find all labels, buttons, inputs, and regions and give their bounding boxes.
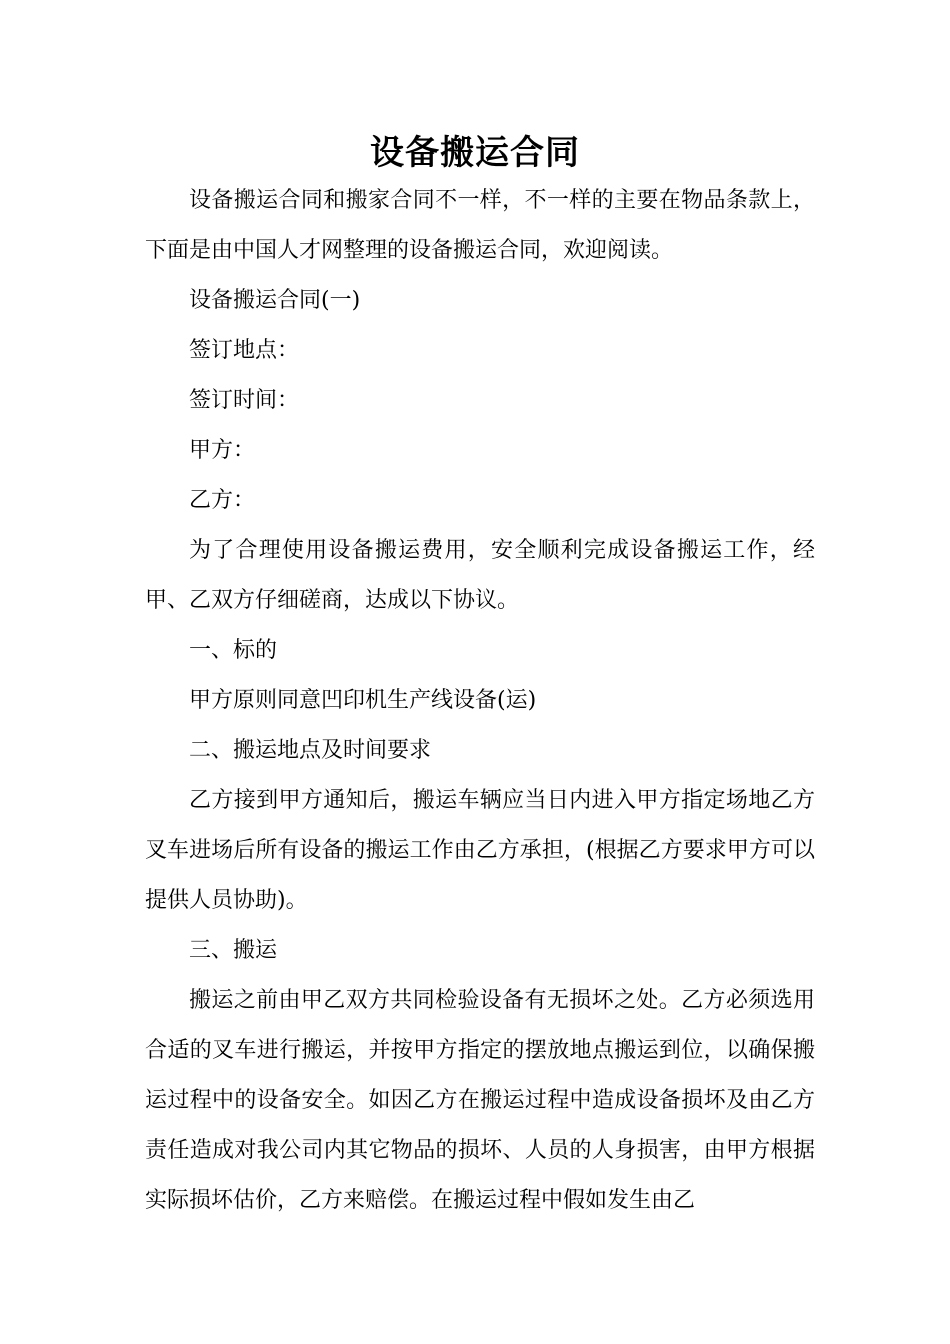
section-heading-subject: 一、标的 [189, 638, 278, 663]
paragraph-intro: 设备搬运合同和搬家合同不一样，不一样的主要在物品条款上，下面是由中国人才网整理的设备搬运合同，欢迎阅读。 [145, 188, 815, 263]
section-heading-moving: 三、搬运 [189, 938, 278, 963]
paragraph-party-a: 甲方： [189, 438, 256, 463]
document-body [145, 176, 815, 1226]
paragraph-sign-time: 签订时间： [189, 388, 300, 413]
document-title: 设备搬运合同 [370, 133, 580, 173]
paragraph-party-b: 乙方： [189, 488, 256, 513]
paragraph-location-time: 乙方接到甲方通知后，搬运车辆应当日内进入甲方指定场地乙方叉车进场后所有设备的搬运工作由乙方承担，(根据乙方要求甲方可以提供人员协助)。 [145, 788, 815, 913]
paragraph-sign-place: 签订地点： [189, 338, 300, 363]
paragraph-contract-heading: 设备搬运合同(一) [189, 288, 361, 313]
paragraph-subject: 甲方原则同意凹印机生产线设备(运) [189, 688, 537, 713]
paragraph-preamble: 为了合理使用设备搬运费用，安全顺利完成设备搬运工作，经甲、乙双方仔细磋商，达成以下协议。 [145, 538, 815, 613]
section-heading-location-time: 二、搬运地点及时间要求 [189, 738, 432, 763]
paragraph-moving: 搬运之前由甲乙双方共同检验设备有无损坏之处。乙方必须选用合适的叉车进行搬运，并按甲方指定的摆放地点搬运到位，以确保搬运过程中的设备安全。如因乙方在搬运过程中造成设备损坏及由乙方责任造成对我公司内其它物品的损坏、人员的人身损害，由甲方根据实际损坏估价，乙方来赔偿。在搬运过程中假如发生由乙 [145, 988, 815, 1213]
